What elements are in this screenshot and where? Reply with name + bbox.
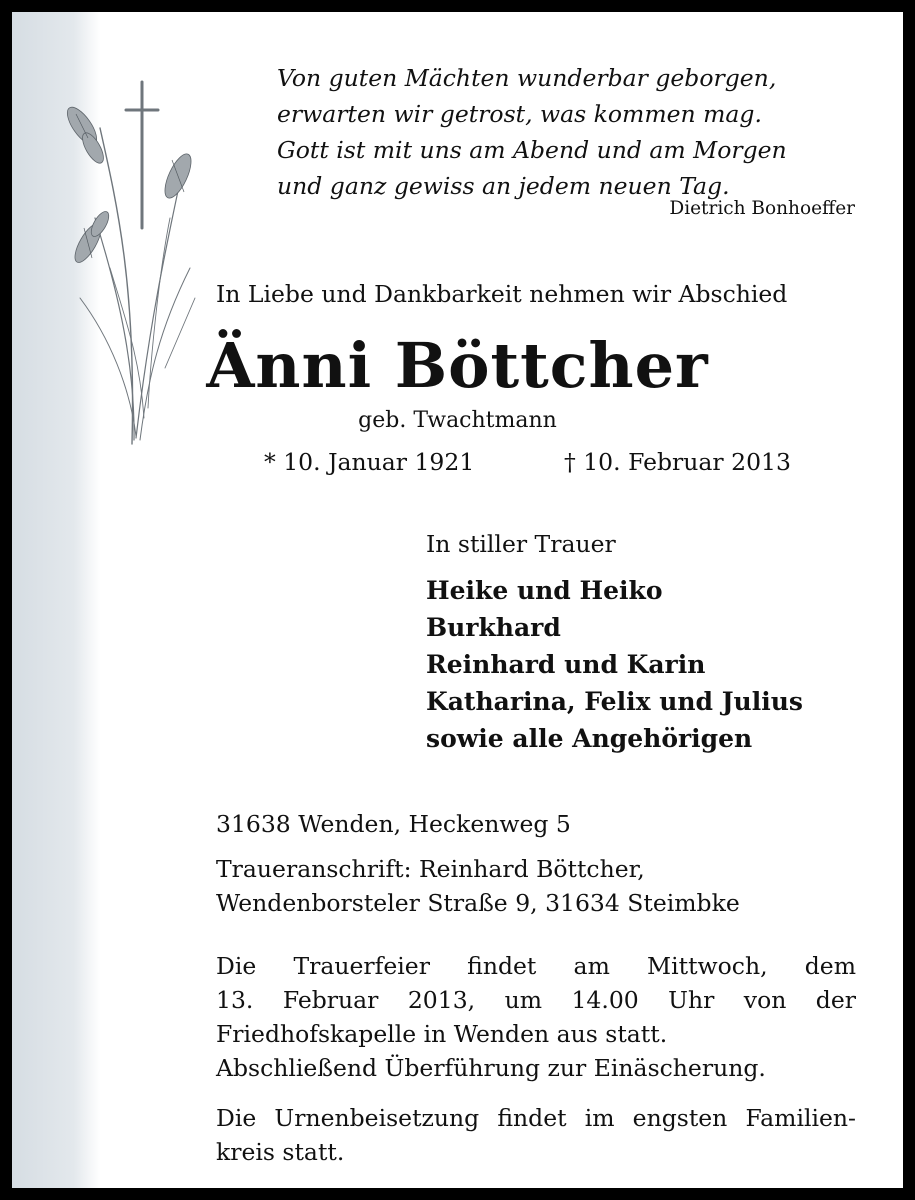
deceased-name: Änni Böttcher <box>206 329 709 402</box>
ceremony-line: 13. Februar 2013, um 14.00 Uhr von der <box>216 986 856 1014</box>
mourner-name: Heike und Heiko <box>426 576 663 605</box>
mourner-name: Burkhard <box>426 613 561 642</box>
mourners-list <box>426 572 803 757</box>
quote-line: Gott ist mit uns am Abend und am Morgen <box>277 136 787 164</box>
death-date: † 10. Februar 2013 <box>564 448 791 476</box>
quote-line: und ganz gewiss an jedem neuen Tag. <box>277 172 730 200</box>
ceremony-line: Friedhofskapelle in Wenden aus statt. <box>216 1020 668 1048</box>
quote-line: Von guten Mächten wunderbar geborgen, <box>277 64 777 92</box>
funeral-ceremony-info <box>216 949 856 1085</box>
condolence-address-line: Wendenborsteler Straße 9, 31634 Steimbke <box>216 889 740 917</box>
mourner-name: Reinhard und Karin <box>426 650 706 679</box>
ceremony-line: Die Trauerfeier findet am Mittwoch, dem <box>216 952 856 980</box>
mourner-name: sowie alle Angehörigen <box>426 724 753 753</box>
quote-author: Dietrich Bonhoeffer <box>669 198 855 219</box>
ceremony-line: Abschließend Überführung zur Einäscherung. <box>216 1054 766 1082</box>
farewell-intro: In Liebe und Dankbarkeit nehmen wir Abschied <box>216 280 788 308</box>
condolence-address <box>216 852 740 920</box>
condolence-address-line: Traueranschrift: Reinhard Böttcher, <box>216 855 645 883</box>
birth-date: * 10. Januar 1921 <box>264 448 475 476</box>
bonhoeffer-quote <box>277 60 857 204</box>
family-address: 31638 Wenden, Heckenweg 5 <box>216 810 571 838</box>
urn-line: Die Urnenbeisetzung findet im engsten Familien- <box>216 1104 856 1132</box>
mourning-label: In stiller Trauer <box>426 530 616 558</box>
urn-burial-info <box>216 1101 856 1169</box>
mourner-name: Katharina, Felix und Julius <box>426 687 803 716</box>
urn-line: kreis statt. <box>216 1138 345 1166</box>
quote-line: erwarten wir getrost, was kommen mag. <box>277 100 762 128</box>
maiden-name: geb. Twachtmann <box>358 408 557 433</box>
